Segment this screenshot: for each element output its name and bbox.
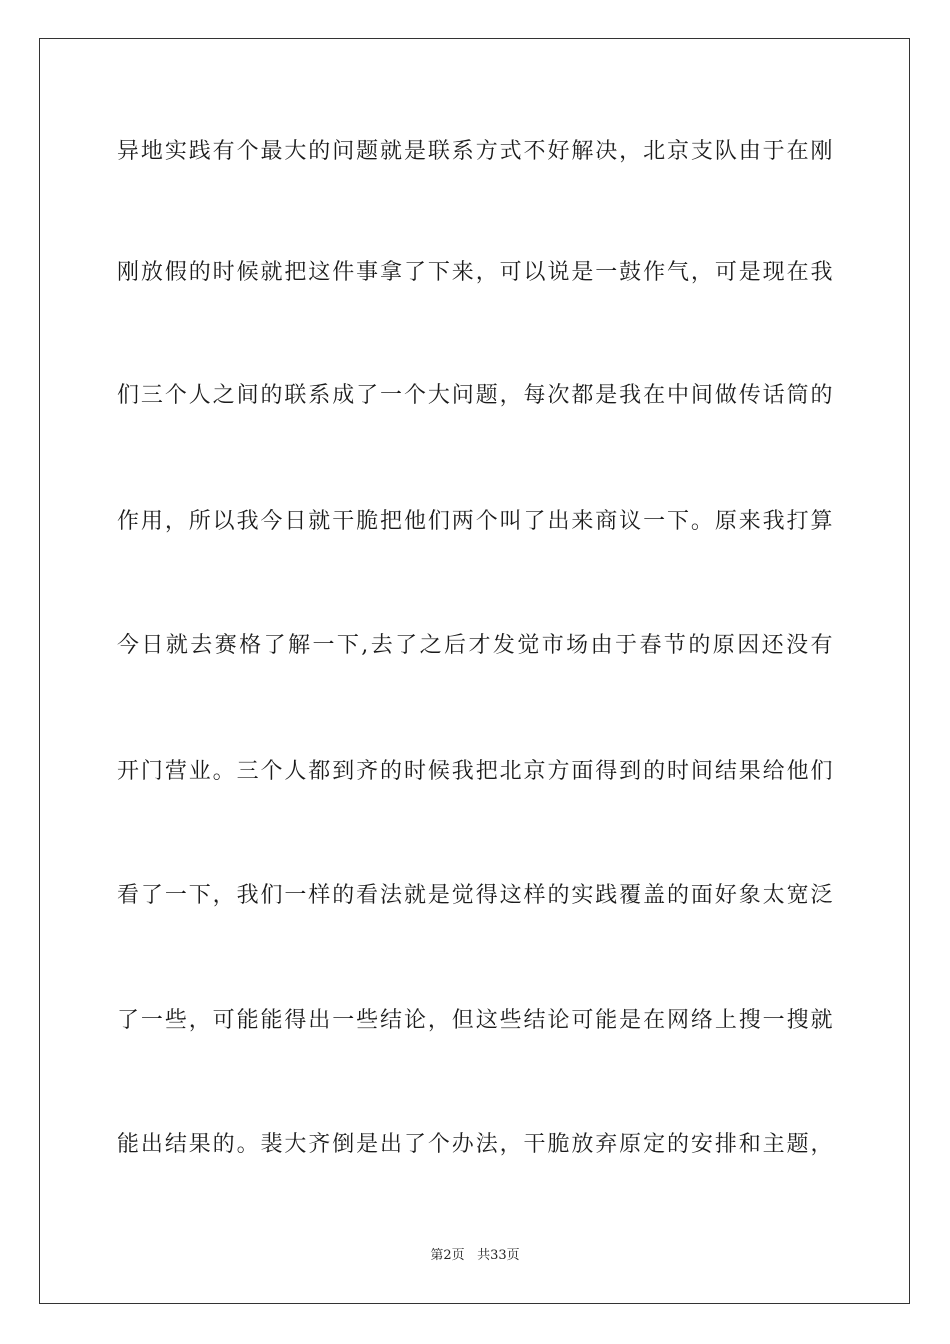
text-line: 刚放假的时候就把这件事拿了下来，可以说是一鼓作气，可是现在我 (117, 260, 833, 285)
text-line: 开门营业。三个人都到齐的时候我把北京方面得到的时间结果给他们 (117, 759, 833, 784)
text-line: 今日就去赛格了解一下,去了之后才发觉市场由于春节的原因还没有 (117, 633, 833, 658)
page-border (39, 38, 910, 1304)
text-line: 看了一下，我们一样的看法就是觉得这样的实践覆盖的面好象太宽泛 (117, 883, 833, 908)
text-line: 们三个人之间的联系成了一个大问题，每次都是我在中间做传话筒的 (117, 383, 833, 408)
text-line: 能出结果的。裴大齐倒是出了个办法，干脆放弃原定的安排和主题， (117, 1132, 833, 1157)
text-line: 作用，所以我今日就干脆把他们两个叫了出来商议一下。原来我打算 (117, 509, 833, 534)
text-line: 异地实践有个最大的问题就是联系方式不好解决，北京支队由于在刚 (117, 139, 833, 164)
total-page-count: 共33页 (477, 1248, 520, 1263)
current-page-number: 第2页 (430, 1248, 465, 1263)
page-footer (0, 1247, 950, 1265)
text-line: 了一些，可能能得出一些结论，但这些结论可能是在网络上搜一搜就 (117, 1008, 833, 1033)
